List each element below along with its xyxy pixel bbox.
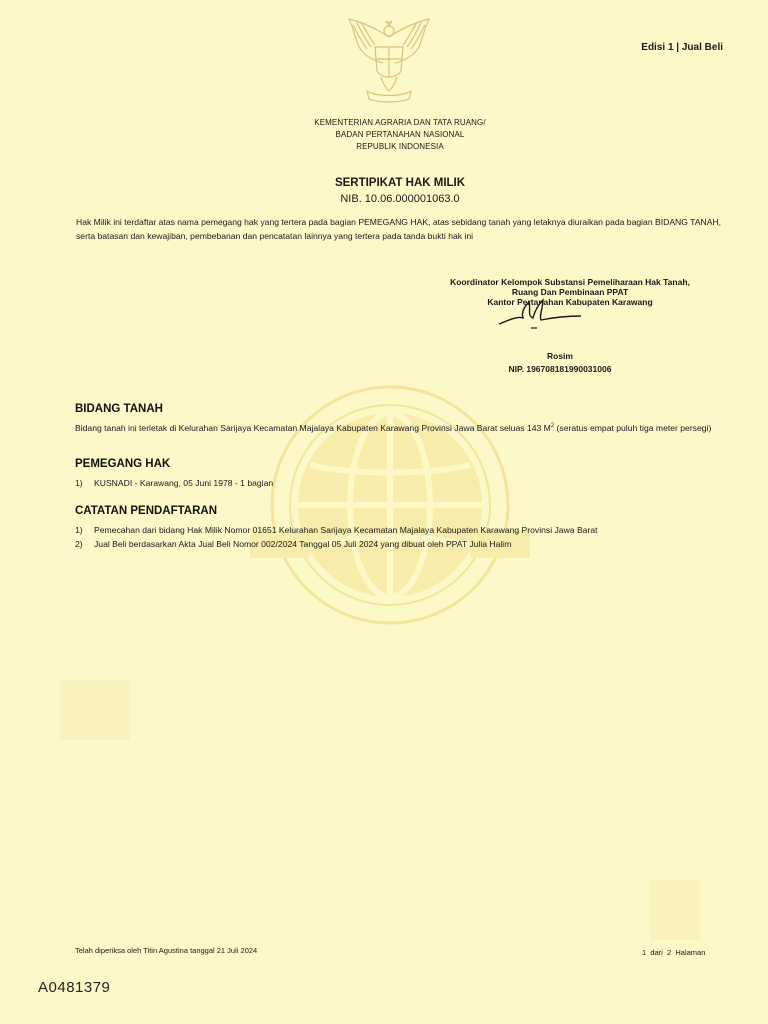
- page-count: 1 dari 2 Halaman: [642, 948, 706, 957]
- list-item: [75, 539, 735, 549]
- ministry-line: KEMENTERIAN AGRARIA DAN TATA RUANG/: [314, 118, 486, 127]
- garuda-emblem-icon: [337, 17, 441, 103]
- list-item-text: Jual Beli berdasarkan Akta Jual Beli Nomor 002/2024 Tanggal 05 Juli 2024 yang dibuat oleh PPAT Julia Halim: [94, 539, 512, 549]
- list-item-number: 1): [75, 525, 83, 535]
- ministry-header: [0, 117, 768, 153]
- paper-texture: [650, 880, 700, 940]
- signatory-line: Koordinator Kelompok Substansi Pemeliharaan Hak Tanah,: [450, 277, 690, 287]
- intro-paragraph: Hak Milik ini terdaftar atas nama pemegang hak yang tertera pada bagian PEMEGANG HAK, atas sebidang tanah yang letaknya diuraikan pada bagian BIDANG TANAH, serta batasan dan kewajiban, pembebanan dan pencatatan lainnya yang tertera pada tanda bukti hak ini: [76, 217, 722, 241]
- bidang-tanah-description: [75, 422, 715, 433]
- list-item-number: 2): [75, 539, 83, 549]
- signatory-name: Rosim: [547, 351, 573, 361]
- nib-number: NIB. 10.06.000001063.0: [340, 193, 460, 205]
- bpn-globe-watermark-icon: [220, 380, 560, 630]
- handwritten-signature: [495, 296, 585, 332]
- signatory-line: Ruang Dan Pembinaan PPAT: [511, 287, 629, 297]
- signatory-line: Kantor Pertanahan Kabupaten Karawang: [487, 297, 653, 307]
- ministry-line: REPUBLIK INDONESIA: [356, 142, 444, 151]
- list-item-number: 1): [75, 478, 83, 488]
- list-item-text: Pemecahan dari bidang Hak Milik Nomor 01651 Kelurahan Sarijaya Kecamatan Majalaya Kabupaten Karawang Provinsi Jawa Barat: [94, 525, 598, 535]
- bidang-tanah-text: Bidang tanah ini terletak di Kelurahan Sarijaya Kecamatan Majalaya Kabupaten Karawang Provinsi Jawa Barat seluas 143 M: [75, 422, 551, 433]
- ministry-line: BADAN PERTANAHAN NASIONAL: [335, 130, 465, 139]
- area-unit-superscript: 2: [550, 423, 555, 429]
- section-heading-pemegang-hak: PEMEGANG HAK: [75, 458, 171, 470]
- signatory-nip: NIP. 196708181990031006: [508, 364, 612, 374]
- section-heading-bidang-tanah: BIDANG TANAH: [75, 403, 163, 415]
- checked-by-note: Telah diperiksa oleh Titin Agustina tanggal 21 Juli 2024: [75, 946, 258, 955]
- list-item: [75, 478, 735, 488]
- section-heading-catatan-pendaftaran: CATATAN PENDAFTARAN: [75, 505, 218, 517]
- serial-number: A0481379: [38, 979, 111, 996]
- certificate-title: SERTIPIKAT HAK MILIK: [334, 177, 466, 189]
- list-item-text: KUSNADI - Karawang, 05 Juni 1978 - 1 bagian: [94, 478, 274, 488]
- list-item: [75, 525, 735, 535]
- bidang-tanah-text: (seratus empat puluh tiga meter persegi): [554, 422, 712, 433]
- edition-label: Edisi 1 | Jual Beli: [641, 42, 723, 53]
- paper-texture: [60, 680, 130, 740]
